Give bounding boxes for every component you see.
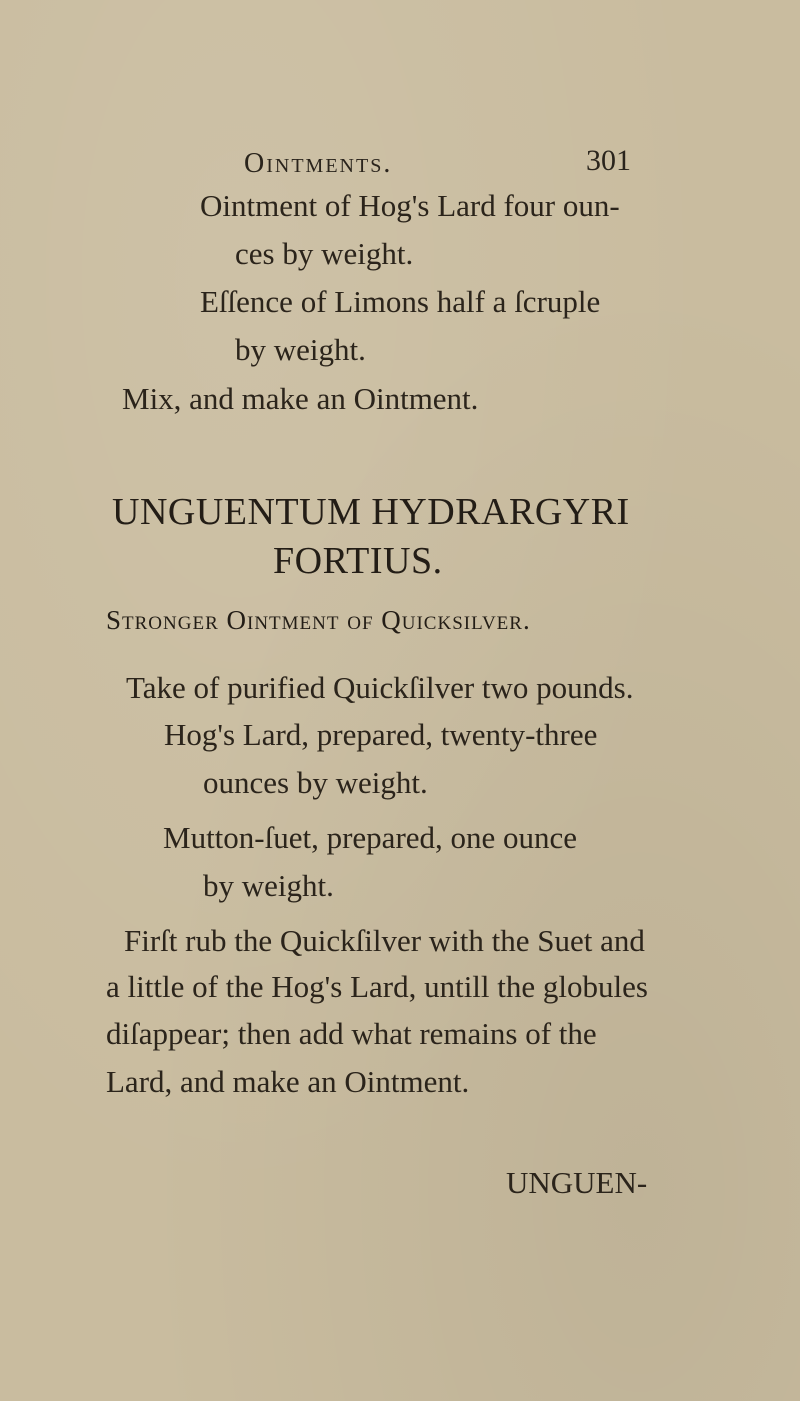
section-title: UNGUENTUM HYDRARGYRI — [112, 491, 630, 533]
text-line: by weight. — [203, 868, 334, 903]
text-line: Hog's Lard, prepared, twenty-three — [164, 717, 598, 752]
text-line: ounces by weight. — [203, 765, 428, 800]
text-line: Mix, and make an Ointment. — [122, 381, 479, 416]
text-line: Firſt rub the Quickſilver with the Suet and — [124, 923, 645, 958]
catchword: UNGUEN- — [506, 1165, 648, 1200]
text-line: Take of purified Quickſilver two pounds. — [126, 670, 634, 705]
page-number: 301 — [586, 144, 631, 177]
text-line: ces by weight. — [235, 236, 414, 271]
text-line: Eſſence of Limons half a ſcruple — [200, 284, 601, 319]
section-title: FORTIUS. — [273, 540, 443, 582]
text-line: diſappear; then add what remains of the — [106, 1016, 597, 1051]
running-head: Ointments. — [244, 148, 393, 179]
text-line: Mutton-ſuet, prepared, one ounce — [163, 820, 578, 855]
text-line: by weight. — [235, 332, 366, 367]
text-line: Ointment of Hog's Lard four oun- — [200, 188, 620, 223]
text-line: Lard, and make an Ointment. — [106, 1064, 470, 1099]
text-line: a little of the Hog's Lard, untill the globules — [106, 969, 648, 1004]
section-subtitle: Stronger Ointment of Quicksilver. — [106, 605, 531, 635]
